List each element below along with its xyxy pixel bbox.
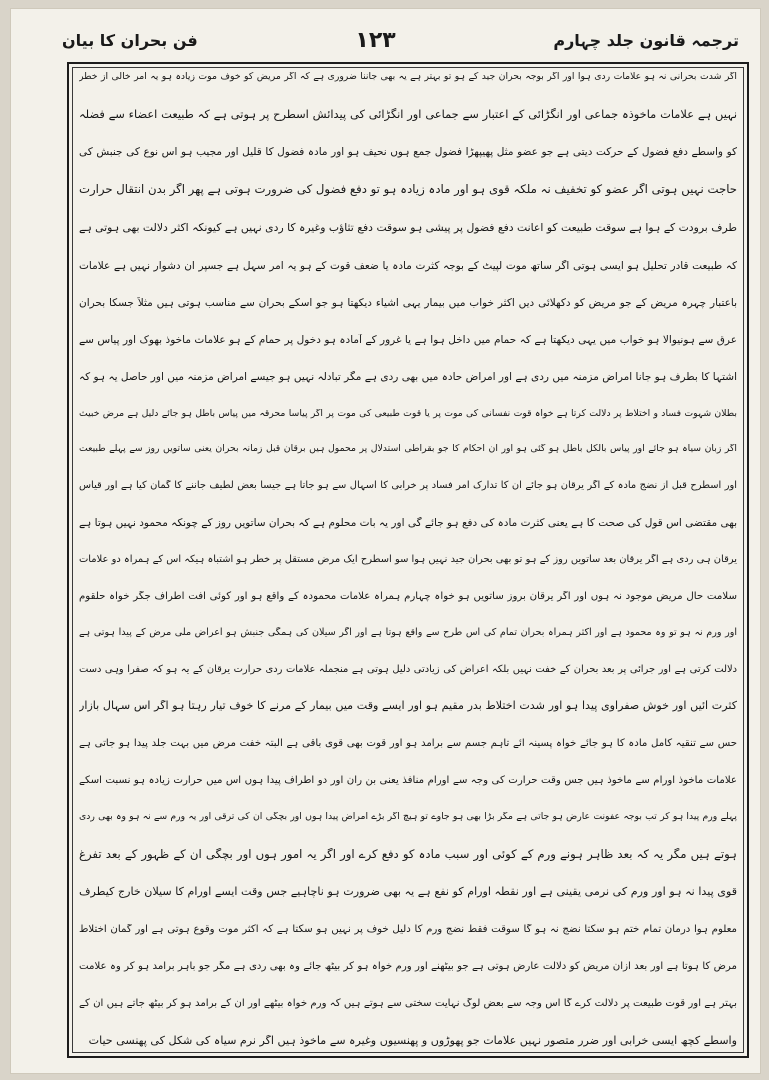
text-line: بطلان شہوت فساد و اختلاط پر دلالت کرتا ہے خواہ قوت نفسانی کی موت پر یا قوت طبیعی کی موت پر اگر پیاسا محرقہ میں پیاس باطل ہو جائے دلیل ہے مرض خبیث [79, 408, 737, 419]
text-line: علامات ماخوذ اورام سے ماخوذ ہیں جس وقت حرارت کی وجہ سے اورام منافذ یعنی بن ران اور دو اطراف پیدا ہوں اس میں حرارت زیادہ ہو نسبت اسکے [79, 775, 737, 787]
text-line: حاجت نہیں ہوتی اگر عضو کو تخفیف نہ ملکہ قوی ہو اور مادہ زیادہ ہو تو دفع فضول کی ضرورت ہوتی ہے پھر اگر بدن انتقال حرارت [79, 183, 737, 197]
text-line: کہ طبیعت قادر تحلیل ہو ایسی ہوتی اگر ساتھ موت لپیٹ کے بوجہ کثرت مادہ یا ضعف قوت کے ہو یہ امر سہل ہے جسپر ان دشوار نہیں ہے علامات [79, 259, 737, 272]
text-line: سلامت حال مریض موجود نہ ہوں اور اگر یرقان بروز ساتویں ہو خواہ چہارم ہمراہ علامات محمودہ کے واقع ہو اور کوئی آفت اطراف جگر خواہ حلقوم [79, 590, 737, 602]
text-frame [67, 62, 749, 1058]
text-line: پہلے ورم پیدا ہو کر تب بوجہ عفونت عارض ہو جاتی ہے مگر بڑا بھی ہو جاوے تو ہیچ اگر بڑے امراض پیدا ہوں اور بچگی ان کی ترقی اور یہ ورم سے نہ ہو وہ بھی ردی [79, 811, 737, 822]
text-line: اگر زبان سیاہ ہو جائے اور پیاس بالکل باطل ہو گئی ہو اور ان احکام کا جو بقراطی استدلال پر محمول ہیں برقان قبل زمانہ بحران یعنی ساتویں روز سے پہلے طبیعت [79, 444, 737, 455]
text-line: مرض کا ہوتا ہے اور بعد ازان مریض کو دلالت عارض ہوتی ہے جو بیٹھنے اور ورم خواہ ہو کر بیٹھ جائے وہ بھی ردی ہے مگر جو باہر برآمد ہو کر وہ علامت [79, 961, 737, 973]
page-number: ۱۲۳ [355, 27, 396, 53]
text-line: واسطے کچھ ایسی خرابی اور ضرر متصور نہیں علامات جو پھوڑوں و پھنسیوں وغیرہ سے ماخوذ ہیں اگر نرم سیاہ کی شکل کی پھنسی حیات [88, 1035, 737, 1048]
text-line: قوی پیدا نہ ہو اور ورم کی نرمی یقینی ہے اور نقطہ اورام کو نفع ہے یہ بھی ضرورت ہو ناچاہیے جس وقت ایسے اورام کا سیلان خارج کیطرف [79, 886, 737, 899]
text-line: اشتہا کا بطرف ہو جانا امراض مزمنہ میں ردی ہے اور امراض حادہ میں بھی ردی ہے مگر تبادلہ نہیں ہو جیسے امراض مزمنہ میں اور حاصل یہ ہو کہ [79, 371, 737, 384]
text-line: ہوتے ہیں مگر یہ کہ بعد ظاہر ہونے ورم کے کوئی اور سبب مادہ کو دفع کرے اور اگر یہ امور ہوں اور بچگی ان کے ظہور کے بعد تفرغ [79, 847, 737, 861]
text-line: بہتر ہے اور قوت طبیعت پر دلالت کرے گا اس وجہ سے بعض لوگ نہایت سختی سے ہوتے ہیں کہ ورم خواہ بیٹھے اور ان کے برآمد ہو کر بیٹھ جاتے ہیں ان کے [79, 998, 737, 1010]
book-page [10, 8, 761, 1074]
text-line: باعتبار چہرہ مریض کے جو مریض کو دکھلائی دیں اکثر خواب میں بیمار یہی اشیاء دیکھتا ہو جو اسکے بحران سے مناسب ہوتی ہیں مثلاً جسکا بحران [79, 296, 737, 309]
text-line: کو واسطے دفع فضول کے حرکت دیتی ہے جو عضو مثل پھیپھڑا فضول جمع ہوں نحیف ہو اور مادہ فضول کا قلیل اور مجیب ہو اس نوع کی جنبش کی [79, 146, 737, 159]
text-line: نہیں ہے علامات ماخوذہ جماعی اور انگڑائی کے اعتبار سے جماعی اور انگڑائی کی پیدائش اسطرح پر ہوتی ہے کہ طبیعت اعضاء سے فضلہ [79, 107, 737, 121]
page-header [62, 22, 739, 58]
text-line: معلوم ہوا درمان تمام ختم ہو سکتا نضج نہ ہو گا سوقت فقط نضج ورم کا دلیل خوف پر نہیں ہو سکتا ہے کہ اکثر موت وقوع ہوتی ہے اور گمان اختلاط [79, 924, 737, 936]
chapter-title: فن بحران کا بیان [62, 30, 198, 50]
text-line: بھی مقتضی اس قول کی صحت کا ہے یعنی کثرت مادہ کی دفع ہو جائے گی اور یہ بات محلوم ہے کہ بحران ساتویں روز کے چونکہ محمود نہیں ہوتا ہے [79, 516, 737, 529]
text-line: عرق سے ہونیوالا ہو خواب میں یہی دیکھتا ہے کہ حمام میں داخل ہوا ہے یا غرور کے آمادہ ہو دخول پر حمام کے ہو علامات ماخوذ بھوک اور پیاس سے [79, 334, 737, 347]
text-line: حس سے تنقیہ کامل مادہ کا ہو جائے خواہ پسینہ آئے تاہم جسم سے برآمد ہو اور قوت بھی قوی باقی ہے البتہ خفت مرض میں بہت جلد پیدا ہو جاتی ہے [79, 738, 737, 750]
text-line: اور اسطرح قبل از نضج مادہ کے اگر یرقان ہو جائے ان کا تدارک امر فساد پر خرابی کا اسہال سے ہو جاتا ہے جیسا بعض لطیف جاننے کا گمان کیا ہے اور قیاس [79, 480, 737, 492]
text-line: یرقان ہی ردی ہے اگر یرقان بعد ساتویں روز کے ہو تو بھی بحران جید نہیں ہوا سو اسطرح ایک مرض مستقل پر خطر ہو اشتباہ ہیکہ اس کے ہمراہ دو علامات [79, 554, 737, 566]
text-line: دلالت کرتی ہے اور جرائی پر بعد بحران کے خفت نہیں بلکہ اعراض کی زیادتی دلیل ہوتی ہے منجملہ علامات ردی حرارت یرقان کے یہ ہو کہ صفرا وہی دست [79, 663, 737, 675]
text-line: اگر شدت بحرانی نہ ہو علامات ردی ہوا اور اگر بوجہ بحران جید کے ہو تو بہتر ہے یہ بھی جاننا ضروری ہے کہ اگر مریض کو خوف موت زیادہ ہو یہ امر خالی از خطر [79, 72, 737, 82]
running-title: ترجمہ قانون جلد چہارم [553, 30, 739, 50]
text-line: طرف برودت کے ہوا ہے سوقت طبیعت کو اعانت دفع فضول پر پیشی ہو سوقت دفع تثاؤب وغیرہ کا ردی نہیں ہے کیونکہ اکثر دلالت بھی ہوتی ہے [79, 222, 737, 234]
text-line: اور ورم نہ ہو تو وہ محمود ہے اور اکثر ہمراہ بحران تمام کی اس طرح سے واقع ہوتا ہے اور اگر سیلان کی ہمگی جنبش ہو اعراض ملی مرض کے پیدا ہوتی ہے [79, 627, 737, 639]
text-line: کثرت آئیں اور خوش صفراوی پیدا ہو اور شدت اختلاط بدر مقیم ہو اور ایسے وقت میں بیمار کے مرنے کا خوف تیار رہتا ہو اگر اس سہال بازار [79, 700, 737, 713]
text-body [79, 72, 737, 1048]
